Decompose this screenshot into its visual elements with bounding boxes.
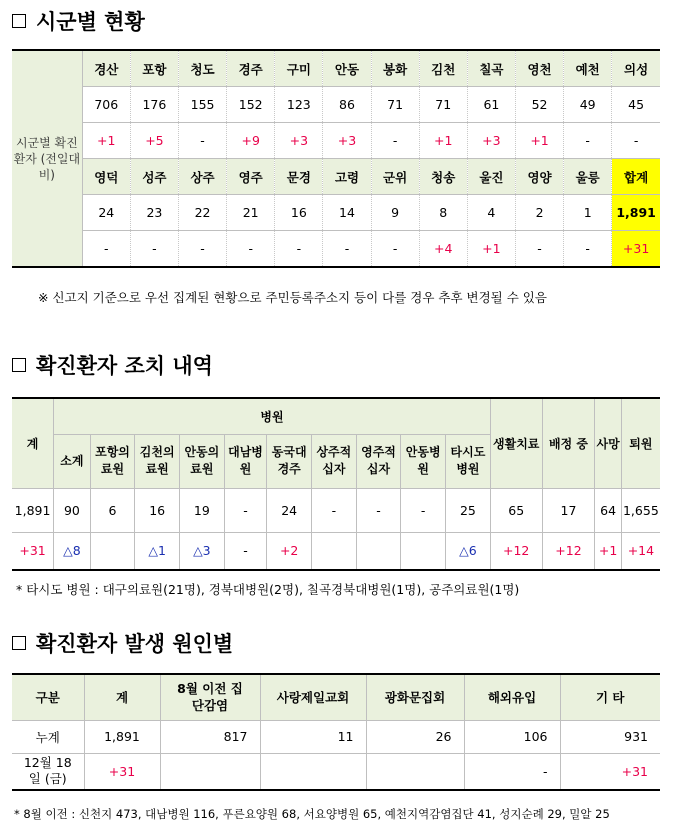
city-count: 152	[227, 87, 275, 123]
city-name: 성주	[130, 159, 178, 195]
city-name: 구미	[275, 50, 323, 87]
city-name: 합계	[612, 159, 660, 195]
city-count: 52	[515, 87, 563, 123]
cause-cumulative: 11	[260, 720, 366, 753]
measure-total: 90	[54, 488, 91, 532]
city-change: -	[275, 231, 323, 268]
city-name: 영덕	[82, 159, 130, 195]
city-count: 176	[130, 87, 178, 123]
city-change: -	[130, 231, 178, 268]
measure-change: +31	[12, 532, 54, 570]
city-change: +9	[227, 123, 275, 159]
city-count: 49	[564, 87, 612, 123]
city-count: 155	[178, 87, 226, 123]
col-hospital-header: 병원	[54, 398, 491, 434]
cause-cumulative: 106	[464, 720, 560, 753]
measure-total: 24	[267, 488, 312, 532]
hospital-subheader: 상주적십자	[312, 434, 357, 488]
city-name: 의성	[612, 50, 660, 87]
section1-note: ※ 신고지 기준으로 우선 집계된 현황으로 주민등록주소지 등이 다를 경우 추후 변경될 수 있음	[38, 290, 547, 305]
hospital-subheader: 포항의료원	[90, 434, 135, 488]
col-assign-header: 배정 중	[542, 398, 595, 488]
city-count: 21	[227, 195, 275, 231]
city-change: -	[178, 123, 226, 159]
city-count: 4	[467, 195, 515, 231]
city-change: -	[371, 123, 419, 159]
city-change: +3	[467, 123, 515, 159]
measure-change: +12	[490, 532, 542, 570]
measure-change: △8	[54, 532, 91, 570]
measure-change: △6	[446, 532, 491, 570]
city-change: +3	[275, 123, 323, 159]
measure-change: +1	[595, 532, 621, 570]
row-header: 시군별 확진환자 (전일대비)	[12, 50, 82, 267]
measure-total: -	[401, 488, 446, 532]
city-name: 고령	[323, 159, 371, 195]
measure-change: +12	[542, 532, 595, 570]
hospital-subheader: 영주적십자	[356, 434, 401, 488]
measure-change: △1	[135, 532, 180, 570]
measure-total: 25	[446, 488, 491, 532]
city-name: 포항	[130, 50, 178, 87]
infection-cause-table	[12, 673, 660, 791]
cause-cumulative: 817	[160, 720, 260, 753]
cause-cumulative: 1,891	[84, 720, 160, 753]
city-name: 군위	[371, 159, 419, 195]
measure-total: 1,891	[12, 488, 54, 532]
city-status-table	[12, 49, 660, 268]
city-name: 문경	[275, 159, 323, 195]
city-count: 45	[612, 87, 660, 123]
checkbox-square-icon	[12, 14, 26, 28]
section2-note: * 타시도 병원 : 대구의료원(21명), 경북대병원(2명), 칠곡경북대병원(1명), 공주의료원(1명)	[16, 582, 520, 597]
city-change: -	[82, 231, 130, 268]
cause-header: 8월 이전 집단감염	[160, 674, 260, 720]
city-name: 울릉	[564, 159, 612, 195]
city-change: +3	[323, 123, 371, 159]
city-change: +4	[419, 231, 467, 268]
city-change: +31	[612, 231, 660, 268]
city-count: 14	[323, 195, 371, 231]
cause-header: 기 타	[560, 674, 660, 720]
hospital-subheader: 소계	[54, 434, 91, 488]
city-name: 영주	[227, 159, 275, 195]
city-count: 16	[275, 195, 323, 231]
cause-header: 계	[84, 674, 160, 720]
hospital-subheader: 김천의료원	[135, 434, 180, 488]
patient-measures-table	[12, 397, 660, 571]
city-count: 8	[419, 195, 467, 231]
cause-today: -	[464, 753, 560, 790]
measure-total: 65	[490, 488, 542, 532]
city-name: 예천	[564, 50, 612, 87]
measure-change	[401, 532, 446, 570]
city-change: -	[564, 123, 612, 159]
city-change: -	[323, 231, 371, 268]
cause-header: 해외유입	[464, 674, 560, 720]
col-discharge-header: 퇴원	[621, 398, 660, 488]
city-change: +1	[82, 123, 130, 159]
city-name: 경산	[82, 50, 130, 87]
city-change: +1	[515, 123, 563, 159]
city-count: 2	[515, 195, 563, 231]
city-count: 23	[130, 195, 178, 231]
cause-header: 구분	[12, 674, 84, 720]
section2-title: 확진환자 조치 내역	[12, 350, 213, 380]
measure-total: -	[356, 488, 401, 532]
hospital-subheader: 대남병원	[224, 434, 267, 488]
cause-cumulative: 누계	[12, 720, 84, 753]
cause-header: 광화문집회	[366, 674, 464, 720]
city-count: 86	[323, 87, 371, 123]
city-count: 9	[371, 195, 419, 231]
city-name: 울진	[467, 159, 515, 195]
city-change: +1	[467, 231, 515, 268]
city-count: 71	[419, 87, 467, 123]
city-name: 칠곡	[467, 50, 515, 87]
city-name: 봉화	[371, 50, 419, 87]
city-change: +1	[419, 123, 467, 159]
city-change: -	[227, 231, 275, 268]
section3-title: 확진환자 발생 원인별	[12, 628, 233, 658]
city-count: 123	[275, 87, 323, 123]
cause-today	[260, 753, 366, 790]
city-count: 1	[564, 195, 612, 231]
city-count: 61	[467, 87, 515, 123]
cause-today: 12월 18일 (금)	[12, 753, 84, 790]
section1-title: 시군별 현황	[12, 6, 145, 36]
measure-change	[90, 532, 135, 570]
city-change: -	[515, 231, 563, 268]
measure-total: 17	[542, 488, 595, 532]
city-name: 경주	[227, 50, 275, 87]
measure-total: 16	[135, 488, 180, 532]
city-count: 706	[82, 87, 130, 123]
measure-change	[312, 532, 357, 570]
hospital-subheader: 안동병원	[401, 434, 446, 488]
col-home-header: 생활치료	[490, 398, 542, 488]
hospital-subheader: 타시도병원	[446, 434, 491, 488]
city-name: 청도	[178, 50, 226, 87]
cause-cumulative: 26	[366, 720, 464, 753]
city-change: -	[612, 123, 660, 159]
city-count: 24	[82, 195, 130, 231]
measure-total: 6	[90, 488, 135, 532]
checkbox-square-icon	[12, 358, 26, 372]
measure-change: △3	[180, 532, 225, 570]
city-name: 안동	[323, 50, 371, 87]
city-change: -	[371, 231, 419, 268]
measure-total: -	[224, 488, 267, 532]
cause-today	[160, 753, 260, 790]
hospital-subheader: 동국대경주	[267, 434, 312, 488]
city-name: 영천	[515, 50, 563, 87]
col-total-header: 계	[12, 398, 54, 488]
cause-header: 사랑제일교회	[260, 674, 366, 720]
city-count: 71	[371, 87, 419, 123]
checkbox-square-icon	[12, 636, 26, 650]
measure-change: +2	[267, 532, 312, 570]
city-name: 영양	[515, 159, 563, 195]
city-name: 김천	[419, 50, 467, 87]
measure-total: -	[312, 488, 357, 532]
section3-note: * 8월 이전 : 신천지 473, 대남병원 116, 푸른요양원 68, 서요양병원 65, 예천지역감염집단 41, 성지순례 29, 밀알 25	[14, 807, 610, 821]
measure-total: 1,655	[621, 488, 660, 532]
measure-change: +14	[621, 532, 660, 570]
cause-today: +31	[560, 753, 660, 790]
cause-today: +31	[84, 753, 160, 790]
city-count: 1,891	[612, 195, 660, 231]
cause-today	[366, 753, 464, 790]
measure-change: -	[224, 532, 267, 570]
measure-total: 19	[180, 488, 225, 532]
city-change: -	[178, 231, 226, 268]
col-death-header: 사망	[595, 398, 621, 488]
measure-change	[356, 532, 401, 570]
hospital-subheader: 안동의료원	[180, 434, 225, 488]
measure-total: 64	[595, 488, 621, 532]
city-count: 22	[178, 195, 226, 231]
city-name: 청송	[419, 159, 467, 195]
cause-cumulative: 931	[560, 720, 660, 753]
city-change: +5	[130, 123, 178, 159]
city-change: -	[564, 231, 612, 268]
city-name: 상주	[178, 159, 226, 195]
